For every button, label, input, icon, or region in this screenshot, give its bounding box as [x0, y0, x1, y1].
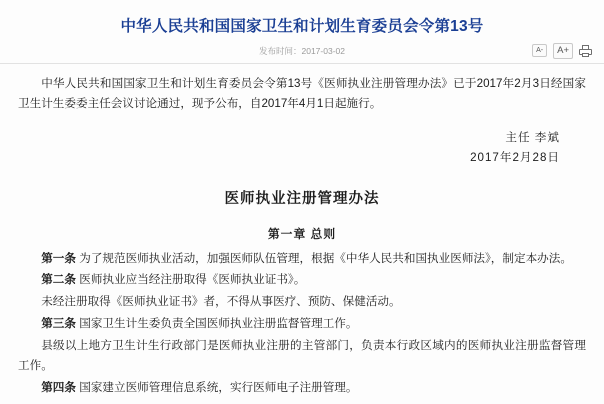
- printer-icon[interactable]: [579, 45, 592, 57]
- page-title: 中华人民共和国国家卫生和计划生育委员会令第13号: [120, 18, 484, 35]
- chapter-title: 第一章 总则: [267, 227, 337, 242]
- article-text: 为了规范医师执业活动，加强医师队伍管理，根据《中华人民共和国执业医师法》，制定本办法。: [79, 251, 572, 265]
- article-paragraph: [18, 314, 586, 334]
- font-increase-label: A+: [557, 45, 569, 56]
- signature-block: [18, 128, 586, 167]
- regulation-title: 医师执业注册管理办法: [224, 191, 380, 208]
- article-label: 第一条: [41, 251, 76, 265]
- intro-paragraph: 中华人民共和国国家卫生和计划生育委员会令第13号《医师执业注册管理办法》已于2017年2月3日经国家卫生计生委委主任会议讨论通过，现予公布，自2017年4月1日起施行。: [18, 77, 586, 110]
- page-fade: [0, 396, 604, 404]
- publish-date: 发布时间：2017-03-02: [259, 46, 345, 56]
- article-label: 第二条: [41, 273, 76, 287]
- article-text: 国家卫生计生委负责全国医师执业注册监督管理工作。: [79, 317, 358, 331]
- article-text: 国家建立医师管理信息系统，实行医师电子注册管理。: [79, 381, 358, 395]
- document-body: [0, 64, 604, 398]
- printer-icon-output: [582, 53, 589, 57]
- article-paragraph: [18, 336, 586, 376]
- article-paragraph: [18, 292, 586, 312]
- article-paragraph: [18, 249, 586, 269]
- article-label: 第三条: [41, 317, 76, 331]
- font-decrease-label: A-: [536, 47, 544, 55]
- document-meta-row: [0, 45, 604, 64]
- article-text: 未经注册取得《医师执业证书》者，不得从事医疗、预防、保健活动。: [41, 295, 401, 309]
- article-text: 医师执业应当经注册取得《医师执业证书》。: [79, 273, 306, 287]
- font-increase-button[interactable]: [553, 43, 573, 59]
- signature-date: 2017年2月28日: [470, 150, 560, 164]
- article-text: 县级以上地方卫生计生行政部门是医师执业注册的主管部门，负责本行政区域内的医师执业注册监督管理工作。: [18, 339, 586, 373]
- document-toolbar: [532, 43, 592, 59]
- article-label: 第四条: [41, 381, 76, 395]
- font-decrease-button[interactable]: [532, 44, 547, 57]
- signatory-name: 主任 李斌: [505, 130, 560, 144]
- article-paragraph: [18, 270, 586, 290]
